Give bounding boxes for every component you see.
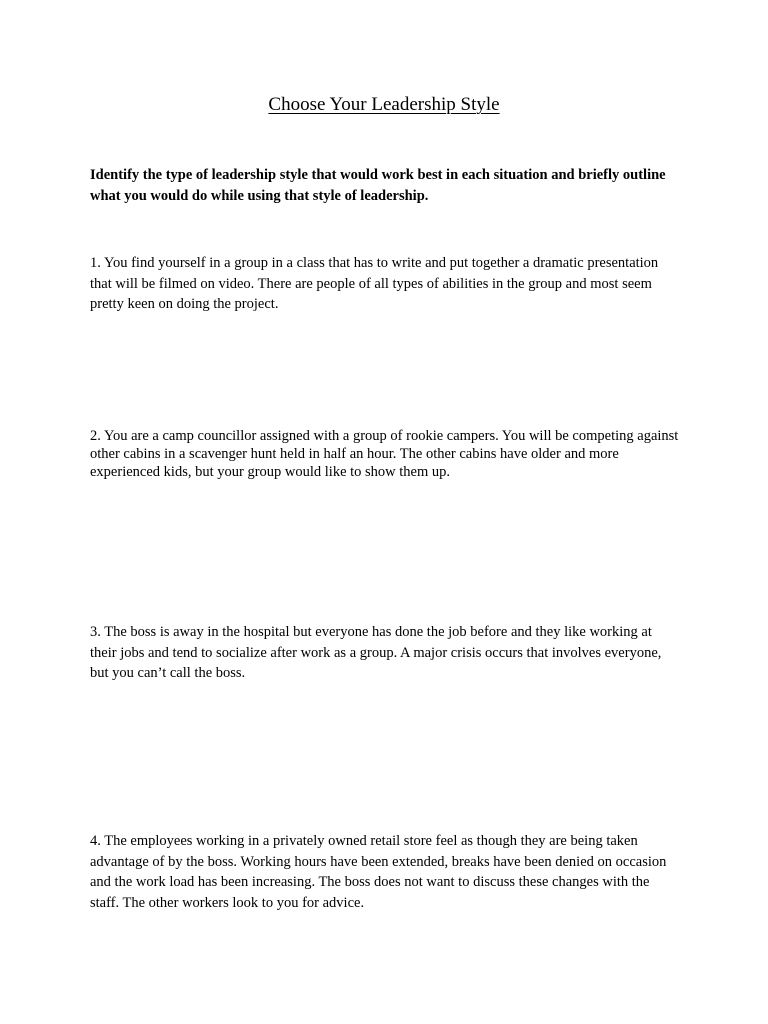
document-title: [0, 92, 768, 118]
document-title-text: Choose Your Leadership Style: [268, 94, 500, 115]
question-2: 2. You are a camp councillor assigned with a group of rookie campers. You will be competing against other cabins in a scavenger hunt held in half an hour. The other cabins have older and more experienced kids, but your group would like to show them up.: [90, 428, 679, 480]
question-4: 4. The employees working in a privately owned retail store feel as though they are being taken advantage of by the boss. Working hours have been extended, breaks have been denied on occasion and the work load has been increasing. The boss does not want to discuss these changes with the staff. The other workers look to you for advice.: [90, 833, 667, 911]
question-3: 3. The boss is away in the hospital but everyone has done the job before and they like working at their jobs and tend to socialize after work as a group. A major crisis occurs that involves everyone, but you can’t call the boss.: [90, 624, 662, 681]
question-1: 1. You find yourself in a group in a class that has to write and put together a dramatic presentation that will be filmed on video. There are people of all types of abilities in the group and most seem pretty keen on doing the project.: [90, 255, 659, 312]
instructions-text: Identify the type of leadership style that would work best in each situation and briefly outline what you would do while using that style of leadership.: [90, 167, 666, 204]
